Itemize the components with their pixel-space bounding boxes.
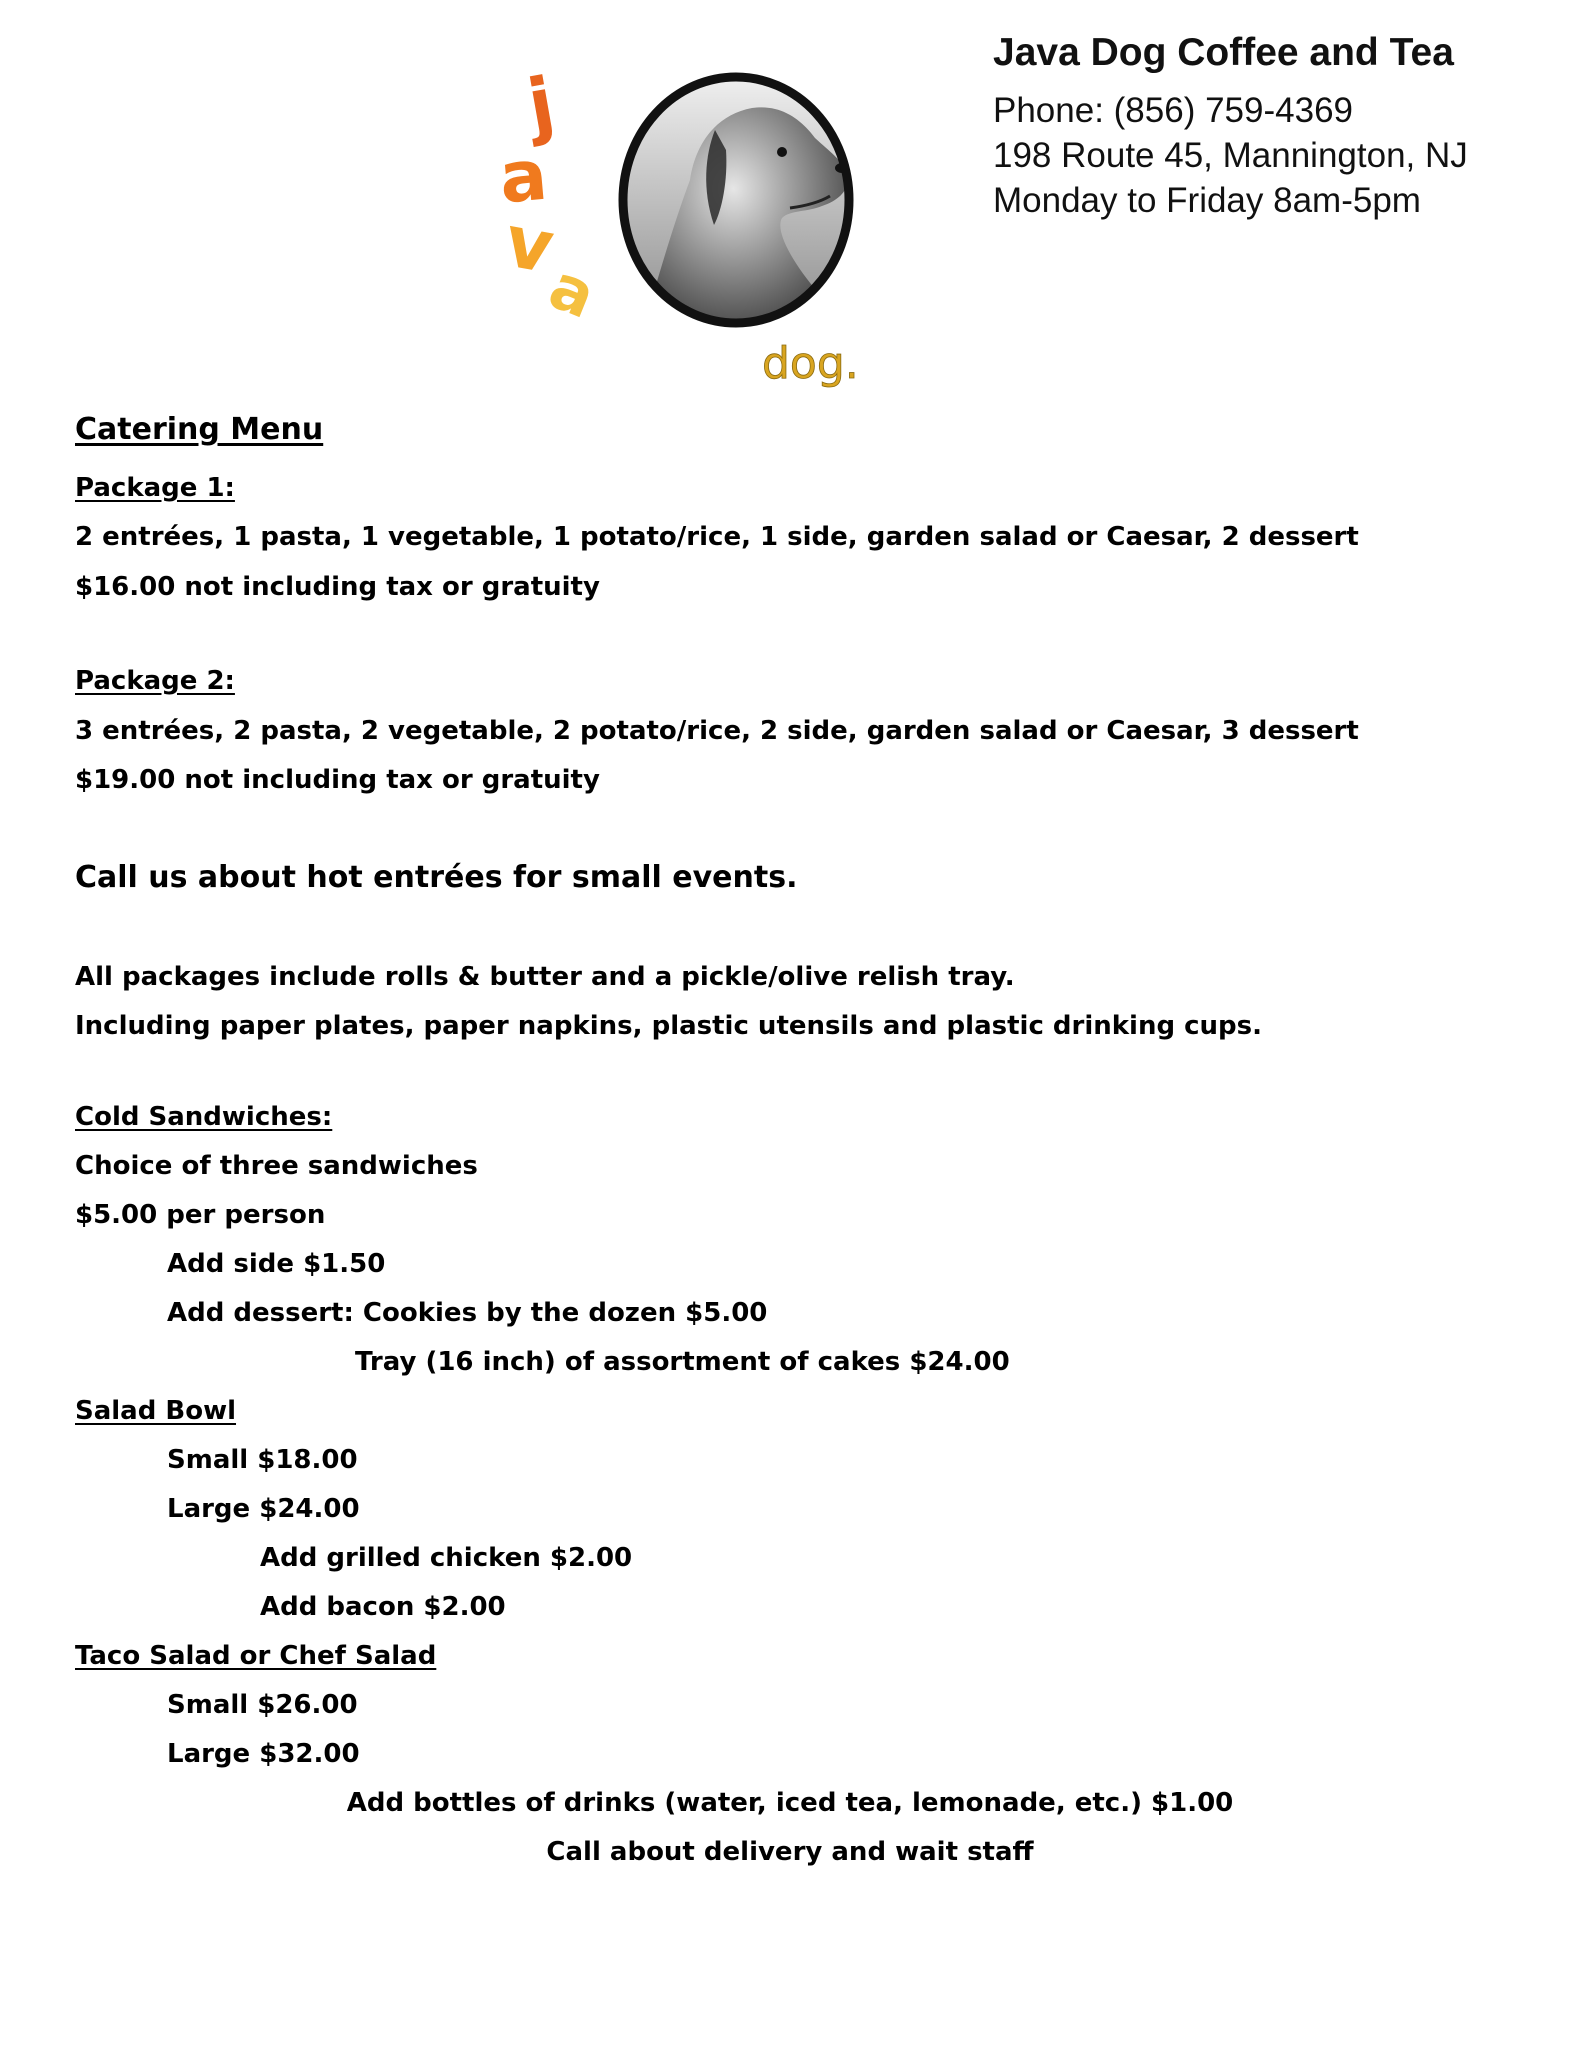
java-dog-logo [490, 60, 870, 400]
package-2-heading: Package 2: [75, 666, 235, 696]
logo-letter-a2: a [539, 249, 606, 333]
phone-number: Phone: (856) 759-4369 [993, 91, 1353, 130]
logo-graphic [490, 60, 870, 400]
business-hours: Monday to Friday 8am-5pm [993, 181, 1421, 220]
add-bacon: Add bacon $2.00 [260, 1592, 506, 1622]
dog-portrait [610, 70, 870, 340]
add-grilled-chicken: Add grilled chicken $2.00 [260, 1543, 633, 1573]
add-side: Add side $1.50 [167, 1249, 386, 1279]
sandwich-choice: Choice of three sandwiches [75, 1151, 478, 1181]
package-2-items: 3 entrées, 2 pasta, 2 vegetable, 2 potato/rice, 2 side, garden salad or Caesar, 3 dessert [75, 716, 1359, 746]
cold-sandwiches-heading: Cold Sandwiches: [75, 1102, 333, 1132]
logo-letter-a: a [496, 133, 551, 220]
taco-salad-heading: Taco Salad or Chef Salad [75, 1641, 437, 1671]
delivery-line: Call about delivery and wait staff [546, 1837, 1034, 1867]
salad-bowl-large: Large $24.00 [167, 1494, 360, 1524]
hot-entrees-note: Call us about hot entrées for small events. [75, 860, 798, 895]
includes-line-1: All packages include rolls & butter and a pickle/olive relish tray. [75, 962, 1015, 992]
logo-letter-v: v [499, 198, 560, 290]
menu-title: Catering Menu [75, 412, 324, 447]
includes-line-2: Including paper plates, paper napkins, plastic utensils and plastic drinking cups. [75, 1011, 1263, 1041]
salad-bowl-heading: Salad Bowl [75, 1396, 237, 1426]
logo-tagline: dog. [762, 338, 859, 389]
business-name: Java Dog Coffee and Tea [993, 31, 1454, 74]
cake-tray: Tray (16 inch) of assortment of cakes $24.00 [355, 1347, 1010, 1377]
address: 198 Route 45, Mannington, NJ [993, 136, 1468, 175]
package-1-heading: Package 1: [75, 473, 235, 503]
taco-salad-small: Small $26.00 [167, 1690, 358, 1720]
logo-letter-j: j [521, 60, 561, 148]
package-2-price: $19.00 not including tax or gratuity [75, 765, 600, 795]
logo-letters [496, 61, 605, 333]
sandwich-price: $5.00 per person [75, 1200, 326, 1230]
drinks-line: Add bottles of drinks (water, iced tea, lemonade, etc.) $1.00 [346, 1788, 1234, 1818]
salad-bowl-small: Small $18.00 [167, 1445, 358, 1475]
add-dessert: Add dessert: Cookies by the dozen $5.00 [167, 1298, 768, 1328]
taco-salad-large: Large $32.00 [167, 1739, 360, 1769]
package-1-items: 2 entrées, 1 pasta, 1 vegetable, 1 potato/rice, 1 side, garden salad or Caesar, 2 dessert [75, 522, 1359, 552]
business-info [993, 28, 1468, 223]
package-1-price: $16.00 not including tax or gratuity [75, 572, 600, 602]
